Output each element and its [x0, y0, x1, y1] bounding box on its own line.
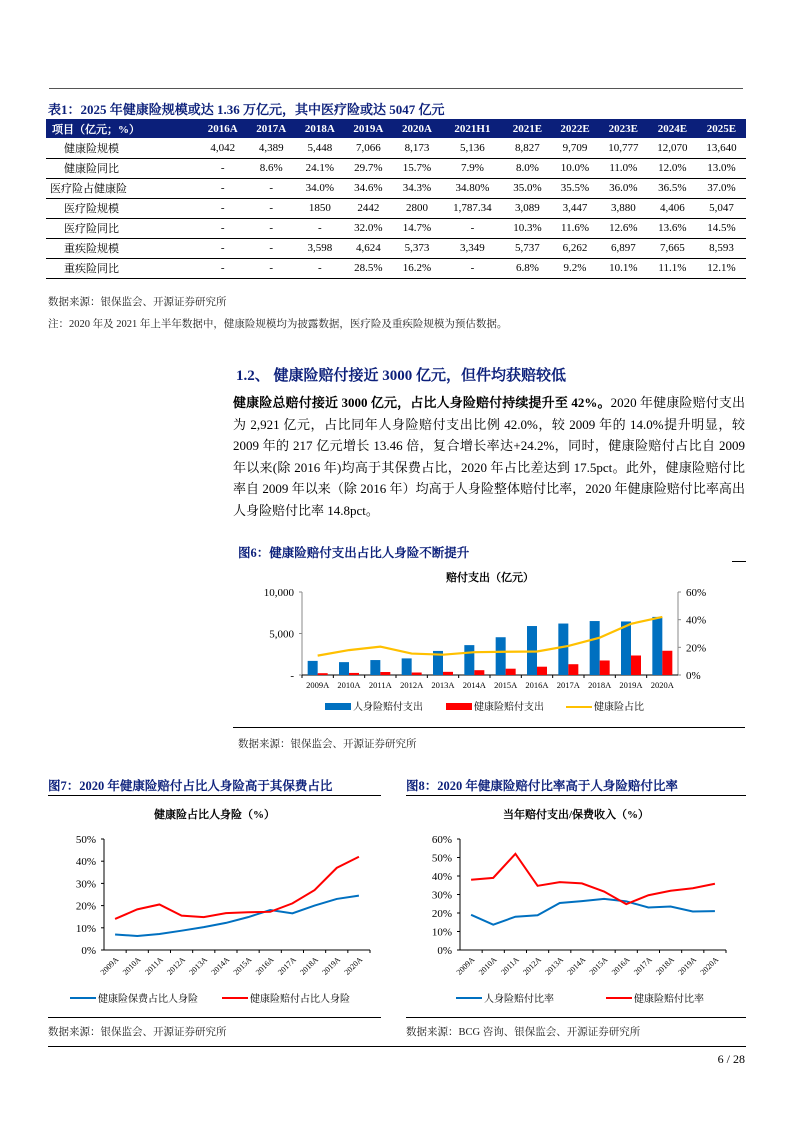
fig7-chart-title: 健康险占比人身险（%）	[154, 809, 275, 821]
fig7-x-tick: 2016A	[253, 955, 276, 977]
fig6-source: 数据来源：银保监会、开源证券研究所	[238, 739, 417, 750]
table1-title: 表1：2025 年健康险规模或达 1.36 万亿元，其中医疗险或达 5047 亿元	[48, 102, 445, 117]
table-row	[46, 158, 746, 178]
table-cell: -	[247, 198, 296, 218]
fig6-yright-tick: 0%	[686, 670, 701, 682]
table-cell: 6,262	[551, 238, 599, 258]
fig6-x-tick: 2015A	[494, 680, 518, 690]
fig6-bar-life	[590, 621, 600, 675]
table-cell: 8.6%	[247, 158, 296, 178]
table-cell: 35.0%	[504, 178, 552, 198]
fig6-line-share	[318, 617, 663, 656]
fig6-yright-tick: 40%	[686, 614, 707, 627]
fig6-x-tick: 2014A	[462, 680, 486, 690]
fig7-x-tick: 2020A	[342, 955, 365, 977]
table-cell: -	[198, 198, 247, 218]
fig8-x-tick: 2009A	[454, 955, 477, 977]
fig6-bar-life	[308, 661, 318, 675]
row-label: 重疾险同比	[46, 258, 198, 278]
header-rule	[49, 88, 743, 89]
table-cell: -	[296, 218, 345, 238]
table-cell: 4,406	[648, 198, 697, 218]
table-cell: 2442	[344, 198, 393, 218]
fig6-bar-health	[662, 651, 672, 675]
fig6-bottom-rule	[233, 727, 745, 728]
table-cell: -	[247, 258, 296, 278]
table-cell: 7,066	[344, 138, 393, 158]
fig8-x-tick: 2017A	[632, 955, 654, 977]
table-row	[46, 178, 746, 198]
legend-label: 健康险赔付支出	[474, 702, 544, 713]
legend-label: 人身险赔付支出	[353, 702, 423, 713]
fig8-x-tick: 2010A	[476, 955, 499, 977]
table1-header-year: 2020A	[393, 119, 442, 138]
table1-header-year: 2021E	[504, 119, 552, 138]
table-cell: 24.1%	[296, 158, 345, 178]
table1-note: 注：2020 年及 2021 年上半年数据中，健康险规模均为披露数据，医疗险及重疾险规模为预估数据。	[48, 319, 508, 330]
fig6-bar-life	[370, 660, 380, 675]
fig8-chart-title: 当年赔付支出/保费收入（%）	[502, 809, 650, 821]
table-cell: 3,089	[504, 198, 552, 218]
fig6-x-tick: 2013A	[431, 680, 455, 690]
table1-header-year: 2018A	[296, 119, 345, 138]
table-cell: 5,448	[296, 138, 345, 158]
fig8-x-tick: 2016A	[609, 955, 632, 977]
fig6-bar-life	[621, 621, 631, 675]
table-row	[46, 138, 746, 158]
table-cell: -	[198, 158, 247, 178]
fig8-caption: 图8：2020 年健康险赔付比率高于人身险赔付比率	[406, 779, 678, 793]
table-cell: -	[247, 178, 296, 198]
fig8-chart	[406, 800, 746, 1012]
fig6-bar-health	[412, 673, 422, 675]
fig6-caption: 图6：健康险赔付支出占比人身险不断提升	[238, 546, 470, 560]
fig8-y-tick: 40%	[431, 871, 452, 883]
fig6-yright-tick: 60%	[686, 587, 707, 599]
fig8-x-tick: 2019A	[676, 955, 699, 977]
fig6-bar-life	[652, 617, 662, 675]
table-cell: 14.7%	[393, 218, 442, 238]
section-paragraph	[233, 392, 745, 521]
fig7-x-tick: 2019A	[320, 955, 343, 977]
fig7-y-tick: 30%	[75, 878, 96, 891]
page-number: 6 / 28	[717, 1052, 745, 1066]
table-cell: 11.1%	[648, 258, 697, 278]
row-label: 健康险同比	[46, 158, 198, 178]
fig8-x-tick: 2011A	[499, 955, 521, 977]
table-cell: 5,373	[393, 238, 442, 258]
table-cell: 8,173	[393, 138, 442, 158]
table-cell: 29.7%	[344, 158, 393, 178]
table-cell: 7.9%	[441, 158, 503, 178]
table-cell: 10.1%	[599, 258, 648, 278]
table-cell: 4,624	[344, 238, 393, 258]
table1-header-year: 2023E	[599, 119, 648, 138]
table-cell: -	[441, 218, 503, 238]
section-lead: 健康险总赔付接近 3000 亿元，占比人身险赔付持续提升至 42%。	[233, 395, 611, 410]
fig8-caption-rule	[406, 795, 746, 796]
table-cell: 34.6%	[344, 178, 393, 198]
table-cell: 1850	[296, 198, 345, 218]
table-cell: 9.2%	[551, 258, 599, 278]
table1-header-year: 2017A	[247, 119, 296, 138]
fig8-y-tick: 10%	[431, 926, 452, 939]
fig7-y-tick: 40%	[75, 856, 96, 869]
table-cell: 2800	[393, 198, 442, 218]
table-cell: 6.8%	[504, 258, 552, 278]
table-cell: 10.3%	[504, 218, 552, 238]
fig8-x-tick: 2018A	[654, 955, 676, 977]
fig8-x-tick: 2012A	[521, 955, 543, 977]
table-cell: 13.0%	[697, 158, 746, 178]
fig8-source: 数据来源：BCG 咨询、银保监会、开源证券研究所	[406, 1027, 641, 1038]
fig6-bar-life	[558, 624, 568, 675]
fig7-x-tick: 2015A	[231, 955, 254, 977]
fig7-x-tick: 2011A	[143, 955, 165, 977]
table-cell: 13.6%	[648, 218, 697, 238]
table-cell: 6,897	[599, 238, 648, 258]
footer-rule	[48, 1046, 746, 1047]
fig7-line-0	[115, 896, 359, 936]
fig7-chart	[48, 800, 381, 1012]
table-cell: 3,447	[551, 198, 599, 218]
fig8-y-tick: 20%	[431, 908, 452, 920]
fig6-bar-health	[474, 670, 484, 675]
fig7-x-tick: 2017A	[276, 955, 298, 977]
fig7-legend-label: 健康险保费占比人身险	[98, 994, 198, 1005]
table1	[46, 119, 746, 279]
fig6-bar-health	[349, 673, 359, 675]
fig7-x-tick: 2013A	[187, 955, 210, 977]
fig7-x-tick: 2009A	[98, 955, 121, 977]
table-cell: 11.0%	[599, 158, 648, 178]
table-cell: 4,042	[198, 138, 247, 158]
table-cell: 4,389	[247, 138, 296, 158]
table-cell: 7,665	[648, 238, 697, 258]
legend-swatch-health	[446, 703, 472, 710]
fig6-bar-health	[506, 669, 516, 675]
table-row	[46, 238, 746, 258]
table-cell: 5,136	[441, 138, 503, 158]
fig6-bar-health	[380, 672, 390, 675]
fig6-x-tick: 2011A	[368, 680, 392, 690]
fig6-bar-health	[600, 660, 610, 675]
table-cell: 5,737	[504, 238, 552, 258]
section-body: 2020 年健康险赔付支出为 2,921 亿元，占比同年人身险赔付支出比例 42.0%，较 2009 年的 14.0%提升明显，较 2009 年的 217 亿元增长 13.46 倍，复合增长率达+24.2%，同时，健康险赔付占比自 2009 年以来(除 2016 年)均高于其保费占比，2020 年占比差达到 17.5pct。此外，健康险赔付比率自 2009 年以来（除 2016 年）均高于人身险整体赔付比率，2020 年健康险赔付比率高出人身险赔付比率 14.8pct。	[233, 395, 745, 518]
row-label: 医疗险同比	[46, 218, 198, 238]
fig7-caption-rule	[48, 795, 381, 796]
table1-header-item: 项目（亿元；%）	[46, 119, 198, 138]
table-cell: -	[198, 258, 247, 278]
table1-header-year: 2021H1	[441, 119, 503, 138]
table-cell: 34.80%	[441, 178, 503, 198]
table-cell: -	[198, 178, 247, 198]
table1-source: 数据来源：银保监会、开源证券研究所	[48, 297, 227, 308]
table-cell: 14.5%	[697, 218, 746, 238]
table-cell: -	[296, 258, 345, 278]
fig6-x-tick: 2017A	[556, 680, 580, 690]
table-cell: 1,787.34	[441, 198, 503, 218]
table-cell: 12.1%	[697, 258, 746, 278]
table-cell: 34.0%	[296, 178, 345, 198]
table-cell: 3,598	[296, 238, 345, 258]
fig6-bar-life	[339, 662, 349, 675]
table-cell: -	[198, 218, 247, 238]
table-cell: 32.0%	[344, 218, 393, 238]
table1-header-year: 2025E	[697, 119, 746, 138]
table-cell: -	[441, 258, 503, 278]
table-cell: 35.5%	[551, 178, 599, 198]
table1-header-year: 2019A	[344, 119, 393, 138]
fig7-source: 数据来源：银保监会、开源证券研究所	[48, 1027, 227, 1038]
legend-label: 健康险占比	[594, 702, 644, 713]
table-cell: 10.0%	[551, 158, 599, 178]
table1-header-year: 2024E	[648, 119, 697, 138]
fig7-y-tick: 10%	[75, 922, 96, 935]
fig6-yleft-tick: 5,000	[269, 628, 294, 641]
fig7-bottom-rule	[48, 1017, 381, 1018]
section-title: 1.2、 健康险赔付接近 3000 亿元，但件均获赔较低	[236, 368, 567, 384]
row-label: 医疗险规模	[46, 198, 198, 218]
table1-header-row	[46, 119, 746, 138]
fig6-x-tick: 2020A	[650, 680, 674, 690]
row-label: 重疾险规模	[46, 238, 198, 258]
fig8-x-tick: 2014A	[565, 955, 588, 977]
fig6-bar-health	[443, 672, 453, 675]
fig6-yleft-tick: 10,000	[263, 587, 294, 599]
fig6-yright-tick: 20%	[686, 642, 707, 655]
fig8-y-tick: 50%	[431, 852, 452, 865]
table-cell: 12.6%	[599, 218, 648, 238]
table-cell: 11.6%	[551, 218, 599, 238]
table-cell: -	[247, 218, 296, 238]
table-cell: 8,593	[697, 238, 746, 258]
table-cell: 12,070	[648, 138, 697, 158]
fig7-line-1	[115, 857, 359, 919]
table-cell: 3,880	[599, 198, 648, 218]
fig6-x-tick: 2009A	[306, 680, 330, 690]
fig6-bar-health	[631, 655, 641, 675]
table-cell: 8,827	[504, 138, 552, 158]
table1-header-year: 2022E	[551, 119, 599, 138]
fig6-bar-health	[318, 673, 328, 675]
fig8-y-tick: 30%	[431, 889, 452, 902]
row-label: 医疗险占健康险	[46, 178, 198, 198]
fig7-x-tick: 2010A	[120, 955, 143, 977]
fig7-x-tick: 2018A	[298, 955, 320, 977]
table-cell: -	[247, 238, 296, 258]
fig8-line-0	[471, 899, 715, 925]
fig6-chart	[240, 565, 745, 725]
table-cell: 12.0%	[648, 158, 697, 178]
fig8-line-1	[471, 854, 715, 904]
fig8-x-tick: 2015A	[587, 955, 610, 977]
fig6-x-tick: 2016A	[525, 680, 549, 690]
table-row	[46, 258, 746, 278]
fig6-chart-title: 赔付支出（亿元）	[446, 572, 534, 584]
table-cell: 10,777	[599, 138, 648, 158]
fig8-bottom-rule	[406, 1017, 746, 1018]
fig6-x-tick: 2012A	[400, 680, 424, 690]
fig7-x-tick: 2012A	[165, 955, 187, 977]
legend-swatch-life	[325, 703, 351, 710]
fig7-x-tick: 2014A	[209, 955, 232, 977]
table-cell: 16.2%	[393, 258, 442, 278]
table-cell: 34.3%	[393, 178, 442, 198]
fig7-legend-label: 健康险赔付占比人身险	[250, 994, 350, 1005]
table1-header-year: 2016A	[198, 119, 247, 138]
fig8-x-tick: 2020A	[698, 955, 721, 977]
fig7-y-tick: 20%	[75, 900, 96, 913]
table-cell: 37.0%	[697, 178, 746, 198]
table-cell: 36.0%	[599, 178, 648, 198]
table-cell: 3,349	[441, 238, 503, 258]
fig6-x-tick: 2010A	[337, 680, 361, 690]
fig6-bar-life	[464, 645, 474, 675]
table-cell: 8.0%	[504, 158, 552, 178]
table-cell: 9,709	[551, 138, 599, 158]
table-cell: 5,047	[697, 198, 746, 218]
table-cell: 15.7%	[393, 158, 442, 178]
fig8-legend-label: 人身险赔付比率	[484, 994, 554, 1005]
fig6-yleft-tick: -	[290, 670, 294, 682]
table-cell: 36.5%	[648, 178, 697, 198]
fig7-caption: 图7：2020 年健康险赔付占比人身险高于其保费占比	[48, 779, 333, 793]
row-label: 健康险规模	[46, 138, 198, 158]
fig6-bar-health	[537, 667, 547, 675]
fig6-bar-health	[568, 664, 578, 675]
table-row	[46, 198, 746, 218]
fig6-caption-rule	[732, 561, 746, 562]
fig6-bar-life	[402, 658, 412, 675]
fig8-legend-label: 健康险赔付比率	[634, 994, 704, 1005]
table-cell: -	[198, 238, 247, 258]
fig8-x-tick: 2013A	[543, 955, 566, 977]
fig8-y-tick: 60%	[431, 834, 452, 846]
fig6-x-tick: 2018A	[588, 680, 612, 690]
fig8-y-tick: 0%	[437, 945, 452, 957]
table-cell: 13,640	[697, 138, 746, 158]
fig6-x-tick: 2019A	[619, 680, 643, 690]
table-cell: 28.5%	[344, 258, 393, 278]
fig7-y-tick: 50%	[75, 834, 96, 846]
fig7-y-tick: 0%	[81, 945, 96, 957]
table-row	[46, 218, 746, 238]
fig6-bar-life	[496, 637, 506, 675]
